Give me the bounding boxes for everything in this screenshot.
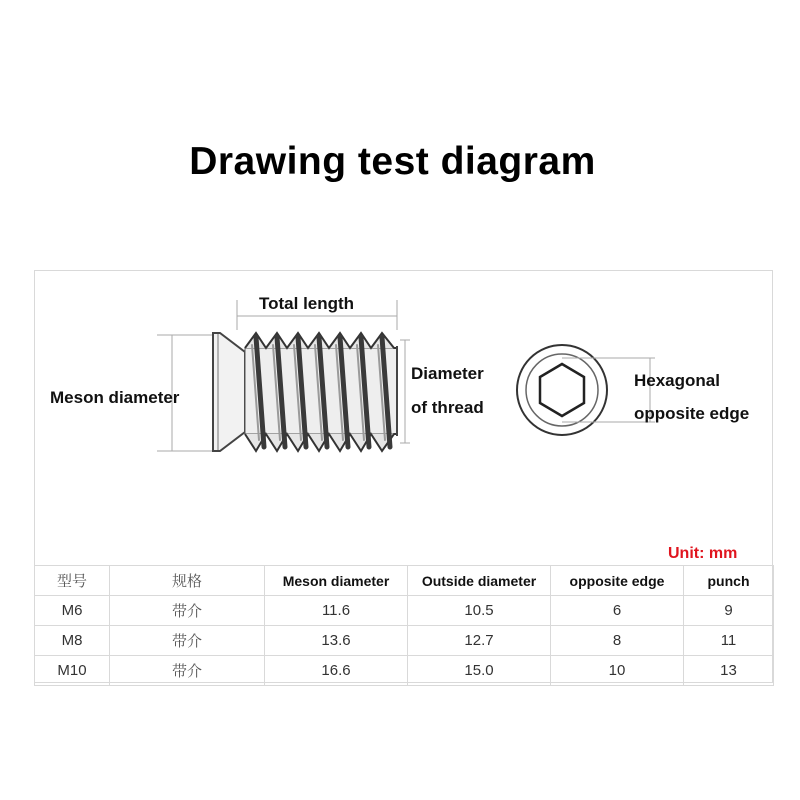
thread-diameter-label-line1: Diameter [411,364,484,383]
cell-punch: 11 [684,626,774,656]
meson-diameter-label: Meson diameter [50,388,180,407]
table-header-row [35,566,774,596]
cell-spec: 带介 [110,626,265,656]
hexagonal-label-line1: Hexagonal [634,371,720,390]
header-model: 型号 [35,566,110,596]
header-meson-diameter: Meson diameter [265,566,408,596]
page-title: Drawing test diagram [189,140,596,183]
table-row [35,626,774,656]
cell-meson-diameter: 16.6 [265,656,408,686]
cell-model: M10 [35,656,110,686]
cell-opposite-edge: 8 [551,626,684,656]
cell-punch: 9 [684,596,774,626]
cell-opposite-edge: 6 [551,596,684,626]
header-punch: punch [684,566,774,596]
thread-diameter-dimension [400,340,410,443]
cell-outside-diameter: 15.0 [408,656,551,686]
cell-opposite-edge: 10 [551,656,684,686]
header-opposite-edge: opposite edge [551,566,684,596]
cell-model: M8 [35,626,110,656]
header-outside-diameter: Outside diameter [408,566,551,596]
spec-table [34,565,774,686]
cell-spec: 带介 [110,596,265,626]
cell-punch: 13 [684,656,774,686]
cell-meson-diameter: 11.6 [265,596,408,626]
table-row [35,596,774,626]
cell-model: M6 [35,596,110,626]
total-length-label: Total length [259,294,355,313]
cell-outside-diameter: 12.7 [408,626,551,656]
thread-body [245,333,397,451]
cell-spec: 带介 [110,656,265,686]
table-row [35,656,774,686]
header-spec: 规格 [110,566,265,596]
cell-meson-diameter: 13.6 [265,626,408,656]
hexagonal-label-line2: opposite edge [634,404,750,423]
thread-diameter-label-line2: of thread [411,398,484,417]
unit-label: Unit: mm [668,545,738,562]
cell-outside-diameter: 10.5 [408,596,551,626]
